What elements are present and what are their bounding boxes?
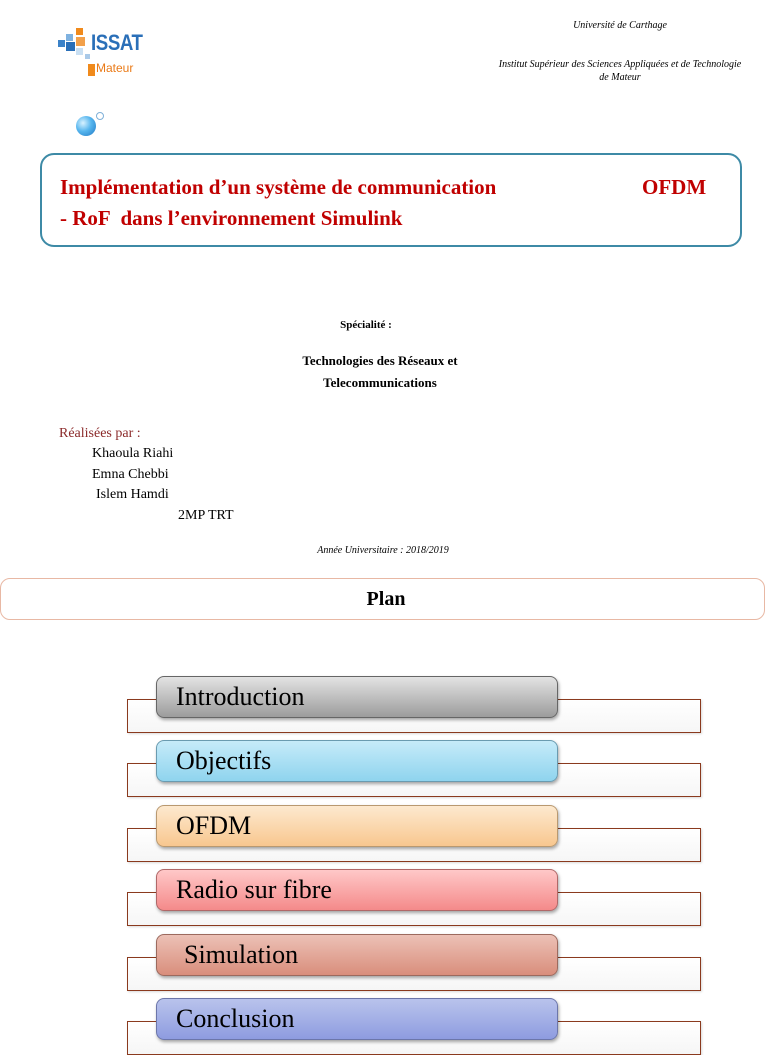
institute-name: Institut Supérieur des Sciences Appliquées et de Technologie de Mateur [498,59,742,83]
plan-item-conclusion: Conclusion [156,998,558,1040]
author-name: Khaoula Riahi [92,446,174,461]
plan-item-ofdm: OFDM [156,805,558,847]
class-name: 2MP TRT [178,508,234,523]
authors-label: Réalisées par : [59,426,141,441]
title-line1: Implémentation d’un système de communication [60,175,497,199]
title-ofdm: OFDM [642,175,707,199]
author-name: Emna Chebbi [92,467,169,482]
logo-subtext: Mateur [96,61,134,75]
university-name: Université de Carthage [573,20,667,31]
academic-year: Année Universitaire : 2018/2019 [317,545,449,556]
logo-text: ISSAT [91,30,143,55]
small-bubble-decoration-icon [96,112,104,120]
bubble-decoration-icon [76,116,96,136]
speciality-value: Technologies des Réseaux et Telecommunications [302,353,458,390]
title-box [40,153,742,247]
speciality-label: Spécialité : [340,319,392,331]
issat-logo [58,26,168,82]
plan-item-radio-sur-fibre: Radio sur fibre [156,869,558,911]
author-name: Islem Hamdi [96,487,169,502]
plan-item-introduction: Introduction [156,676,558,718]
title-line2: - RoF dans l’environnement Simulink [60,206,403,230]
plan-item-simulation: Simulation [156,934,558,976]
plan-title: Plan [366,588,406,610]
plan-item-objectifs: Objectifs [156,740,558,782]
